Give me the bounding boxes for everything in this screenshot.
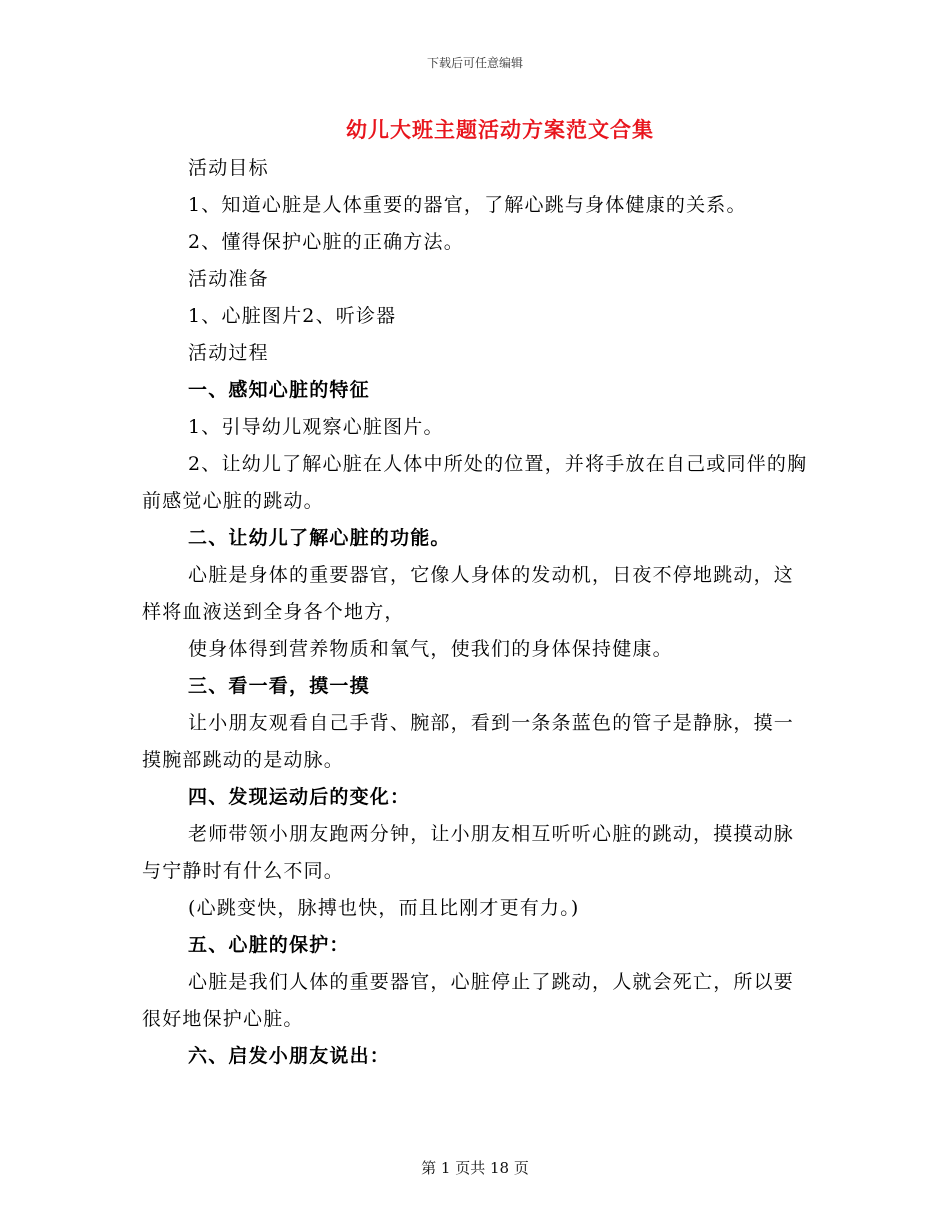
paragraph: 心脏是我们人体的重要器官，心脏停止了跳动，人就会死亡，所以要很好地保护心脏。 [142, 971, 795, 1030]
section-heading: 六、启发小朋友说出： [188, 1045, 391, 1067]
section-heading: 一、感知心脏的特征 [188, 379, 370, 401]
paragraph: 活动准备 [188, 268, 269, 290]
paragraph: 2、让幼儿了解心脏在人体中所处的位置，并将手放在自己或同伴的胸前感觉心脏的跳动。 [142, 453, 808, 512]
section-heading: 三、看一看，摸一摸 [188, 675, 370, 697]
paragraph: 让小朋友观看自己手背、腕部，看到一条条蓝色的管子是静脉，摸一摸腕部跳动的是动脉。 [142, 712, 795, 771]
document-body [142, 150, 810, 1075]
document-title: 幼儿大班主题活动方案范文合集 [346, 117, 654, 142]
paragraph: 老师带领小朋友跑两分钟，让小朋友相互听听心脏的跳动，摸摸动脉与宁静时有什么不同。 [142, 823, 795, 882]
paragraph: 1、知道心脏是人体重要的器官，了解心跳与身体健康的关系。 [188, 194, 747, 216]
paragraph: 1、心脏图片2、听诊器 [188, 305, 397, 327]
paragraph: 活动过程 [188, 342, 269, 364]
paragraph: 1、引导幼儿观察心脏图片。 [188, 416, 444, 438]
paragraph: 使身体得到营养物质和氧气，使我们的身体保持健康。 [188, 638, 673, 660]
header-note: 下载后可任意编辑 [426, 56, 523, 70]
section-heading: 五、心脏的保护： [188, 934, 350, 956]
paragraph: 活动目标 [188, 157, 269, 179]
paragraph: (心跳变快，脉搏也快，而且比刚才更有力。) [188, 897, 580, 919]
section-heading: 四、发现运动后的变化： [188, 786, 411, 808]
page-footer: 第 1 页共 18 页 [421, 1159, 529, 1177]
paragraph: 心脏是身体的重要器官，它像人身体的发动机，日夜不停地跳动，这样将血液送到全身各个地方， [142, 564, 795, 623]
section-heading: 二、让幼儿了解心脏的功能。 [188, 527, 451, 549]
paragraph: 2、懂得保护心脏的正确方法。 [188, 231, 464, 253]
